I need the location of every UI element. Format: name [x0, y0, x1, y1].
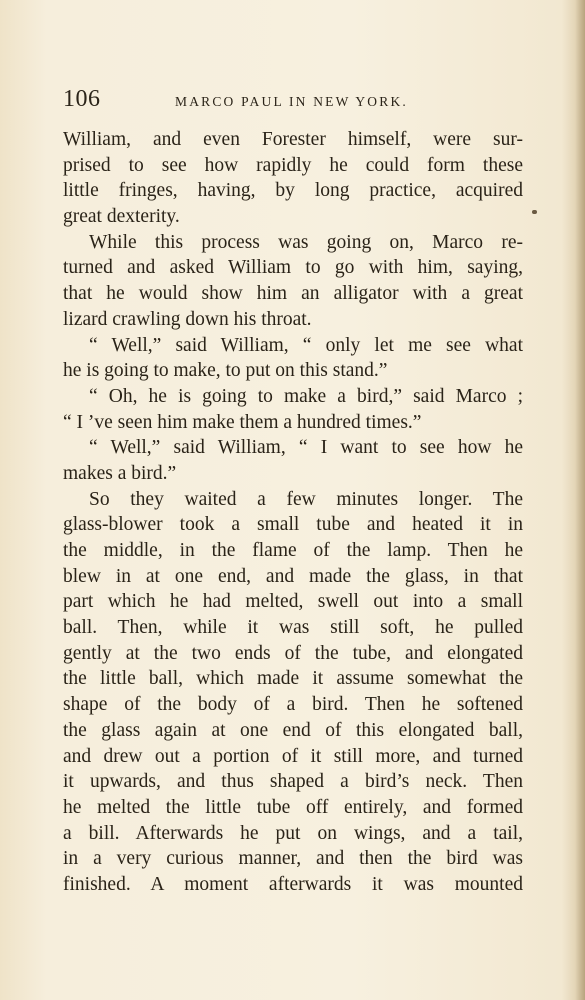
text-line: blew in at one end, and made the glass, in that [63, 565, 523, 587]
text-line: he melted the little tube off entirely, and formed [63, 796, 523, 818]
text-line: little fringes, having, by long practice, acquired [63, 180, 523, 202]
text-line: shape of the body of a bird. Then he softened [63, 694, 523, 716]
text-line: gently at the two ends of the tube, and elongated [63, 642, 523, 664]
text-line: in a very curious manner, and then the bird was [63, 848, 523, 870]
text-line: that he would show him an alligator with a great [63, 283, 523, 305]
text-line: “ Well,” said William, “ only let me see what [89, 334, 523, 356]
text-line: So they waited a few minutes longer. The [89, 488, 523, 510]
text-line: part which he had melted, swell out into a small [63, 591, 523, 613]
text-line: glass-blower took a small tube and heated it in [63, 514, 523, 536]
text-line: While this process was going on, Marco re- [89, 231, 523, 253]
page-edge-shadow [575, 0, 585, 1000]
text-line: makes a bird.” [63, 462, 177, 484]
text-line: the glass again at one end of this elongated ball, [63, 719, 523, 741]
text-line: great dexterity. [63, 206, 180, 228]
running-head: MARCO PAUL IN NEW YORK. [175, 94, 408, 109]
text-line: “ Oh, he is going to make a bird,” said Marco ; [89, 385, 523, 407]
text-line: turned and asked William to go with him, saying, [63, 257, 523, 279]
text-line: it upwards, and thus shaped a bird’s neck. Then [63, 771, 523, 793]
text-line: the middle, in the flame of the lamp. Then he [63, 540, 523, 561]
text-line: ball. Then, while it was still soft, he pulled [63, 617, 523, 639]
text-line: William, and even Forester himself, were sur- [63, 129, 523, 150]
text-line: he is going to make, to put on this stand.” [63, 360, 388, 382]
text-line: and drew out a portion of it still more, and turned [63, 745, 523, 767]
text-line: finished. A moment afterwards it was mounted [63, 873, 523, 895]
text-line: “ Well,” said William, “ I want to see how he [89, 437, 523, 459]
text-line: the little ball, which made it assume somewhat the [63, 668, 523, 690]
body-text [63, 127, 523, 898]
text-line: lizard crawling down his throat. [63, 308, 312, 330]
margin-mark [532, 210, 537, 214]
page-header [63, 86, 523, 114]
text-line: “ I ’ve seen him make them a hundred times.” [63, 411, 422, 433]
text-line: prised to see how rapidly he could form these [63, 154, 523, 176]
page-number: 106 [63, 86, 101, 112]
text-line: a bill. Afterwards he put on wings, and a tail, [63, 822, 523, 844]
